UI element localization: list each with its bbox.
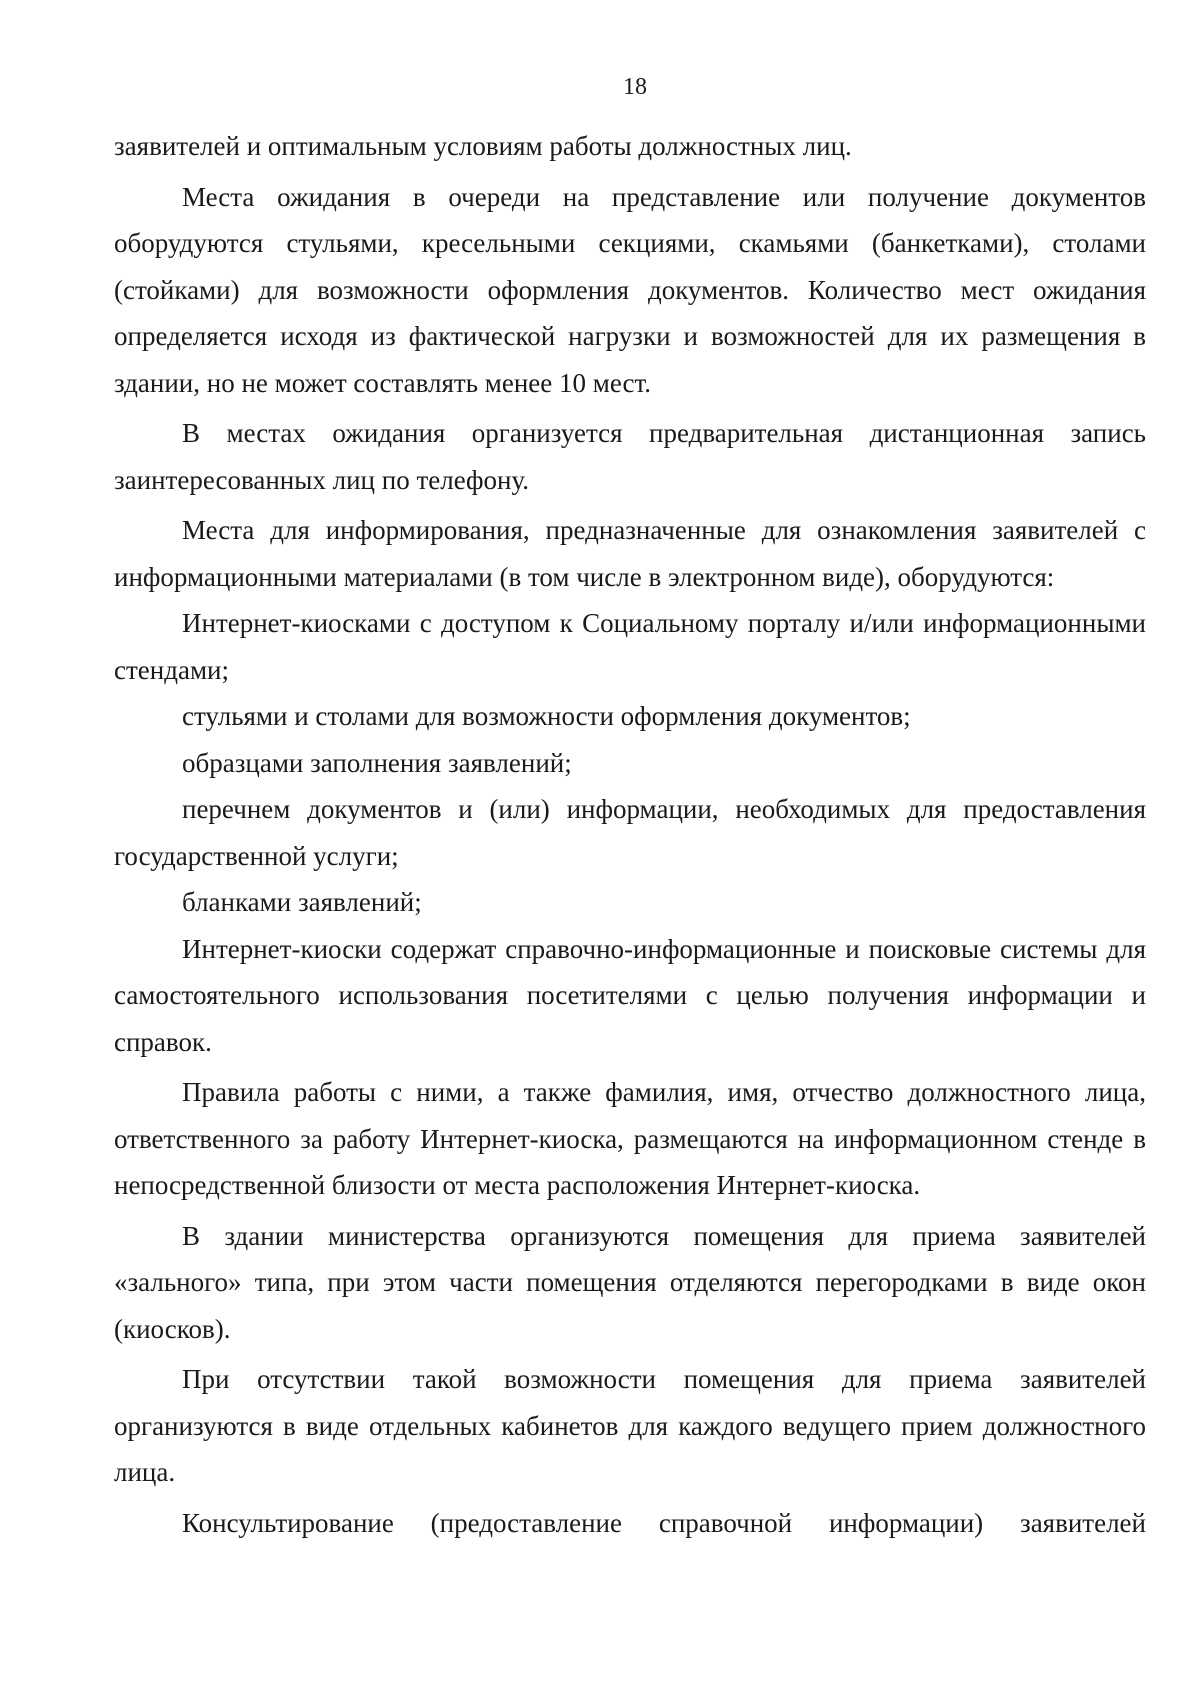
paragraph: заявителей и оптимальным условиям работы должностных лиц. [114,131,852,161]
paragraph: Места ожидания в очереди на представление или получение документов оборудуются стульями, кресельными секциями, скамьями (банкетками), столами (стойками) для возможности оформления документов. Количество мест ожидания определяется исходя из фактической нагрузки и возможностей для их размещения в здании, но не может составлять менее 10 мест. [114,181,1146,398]
paragraph: При отсутствии такой возможности помещения для приема заявителей организуются в виде отдельных кабинетов для каждого ведущего прием должностного лица. [114,1364,1146,1487]
list-item: Интернет-киосками с доступом к Социальному порталу и/или информационными стендами; [114,608,1146,685]
list-item: перечнем документов и (или) информации, необходимых для предоставления государственной услуги; [114,794,1146,871]
paragraph: В местах ожидания организуется предварительная дистанционная запись заинтересованных лиц по телефону. [114,418,1146,495]
paragraph: Места для информирования, предназначенные для ознакомления заявителей с информационными материалами (в том числе в электронном виде), оборудуются: [114,515,1146,592]
paragraph: Интернет-киоски содержат справочно-информационные и поисковые системы для самостоятельного использования посетителями с целью получения информации и справок. [114,933,1146,1057]
list-item: бланками заявлений; [182,887,422,917]
paragraph: Консультирование (предоставление справочной информации) заявителей [182,1507,1146,1538]
list-item: образцами заполнения заявлений; [182,747,572,778]
document-body [114,123,1146,1546]
paragraph: Правила работы с ними, а также фамилия, имя, отчество должностного лица, ответственного за работу Интернет-киоска, размещаются на информационном стенде в непосредственной близости от места расположения Интернет-киоска. [114,1077,1146,1200]
list-item: стульями и столами для возможности оформления документов; [182,701,911,731]
paragraph: В здании министерства организуются помещения для приема заявителей «зального» типа, при этом части помещения отделяются перегородками в виде окон (киосков). [114,1220,1146,1344]
page-number: 18 [623,74,647,100]
